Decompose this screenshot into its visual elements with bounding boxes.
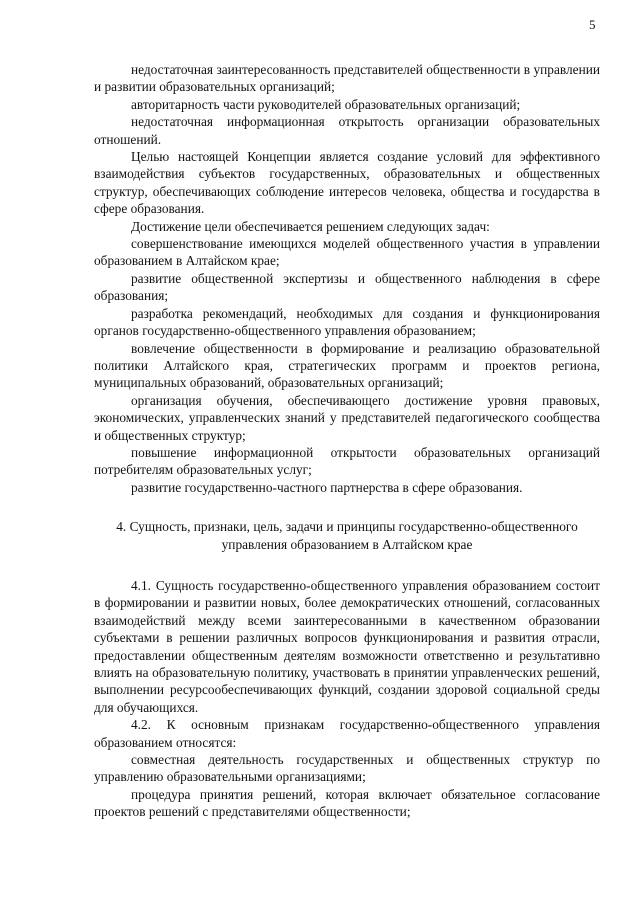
section-heading: 4. Сущность, признаки, цель, задачи и принципы государственно-общественного управления образованием в Алтайском крае bbox=[116, 519, 578, 552]
paragraph: Целью настоящей Концепции является создание условий для эффективного взаимодействия субъектов государственных, образовательных и общественных структур, обеспечивающих соблюдение интересов человека, общества и государства в сфере образования. bbox=[94, 149, 600, 217]
paragraph: повышение информационной открытости образовательных организаций потребителям образовательных услуг; bbox=[94, 444, 600, 478]
paragraph: 4.1. Сущность государственно-общественного управления образованием состоит в формировании и развитии новых, более демократических отношений, согласованных взаимодействий между всеми заинтересованными в качественном образовании субъектами в решении различных вопросов функционирования и развития отрасли, предоставлении общественным деятелям возможности ответственно и результативно влиять на образовательную политику, участвовать в принятии управленческих решений, выполнении ресурсообеспечивающих функций, создании здоровой социальной среды для обучающихся. bbox=[94, 577, 600, 715]
paragraph: организация обучения, обеспечивающего достижение уровня правовых, экономических, управленческих знаний у представителей педагогического сообщества и общественных структур; bbox=[94, 392, 600, 443]
paragraph: разработка рекомендаций, необходимых для создания и функционирования органов государственно-общественного управления образованием; bbox=[94, 305, 600, 339]
paragraph: авторитарность части руководителей образовательных организаций; bbox=[131, 96, 521, 112]
page-number: 5 bbox=[589, 17, 596, 32]
paragraph: недостаточная заинтересованность представителей общественности в управлении и развитии образовательных организаций; bbox=[94, 62, 600, 95]
paragraph: развитие государственно-частного партнерства в сфере образования. bbox=[131, 479, 523, 495]
paragraph: процедура принятия решений, которая включает обязательное согласование проектов решений с представителями общественности; bbox=[94, 786, 600, 820]
paragraph: недостаточная информационная открытость организации образовательных отношений. bbox=[94, 114, 600, 147]
paragraph: совершенствование имеющихся моделей общественного участия в управлении образованием в Алтайском крае; bbox=[94, 236, 600, 269]
paragraph: вовлечение общественности в формирование и реализацию образовательной политики Алтайского края, стратегических программ и проектов региона, муниципальных образований, образовательных организаций; bbox=[94, 340, 600, 391]
paragraph: совместная деятельность государственных и общественных структур по управлению образовательными организациями; bbox=[94, 752, 600, 785]
paragraph: Достижение цели обеспечивается решением следующих задач: bbox=[131, 218, 490, 234]
document-body bbox=[94, 61, 600, 821]
paragraph: 4.2. К основным признакам государственно-общественного управления образованием относятся: bbox=[94, 717, 600, 750]
paragraph: развитие общественной экспертизы и общественного наблюдения в сфере образования; bbox=[94, 270, 600, 304]
